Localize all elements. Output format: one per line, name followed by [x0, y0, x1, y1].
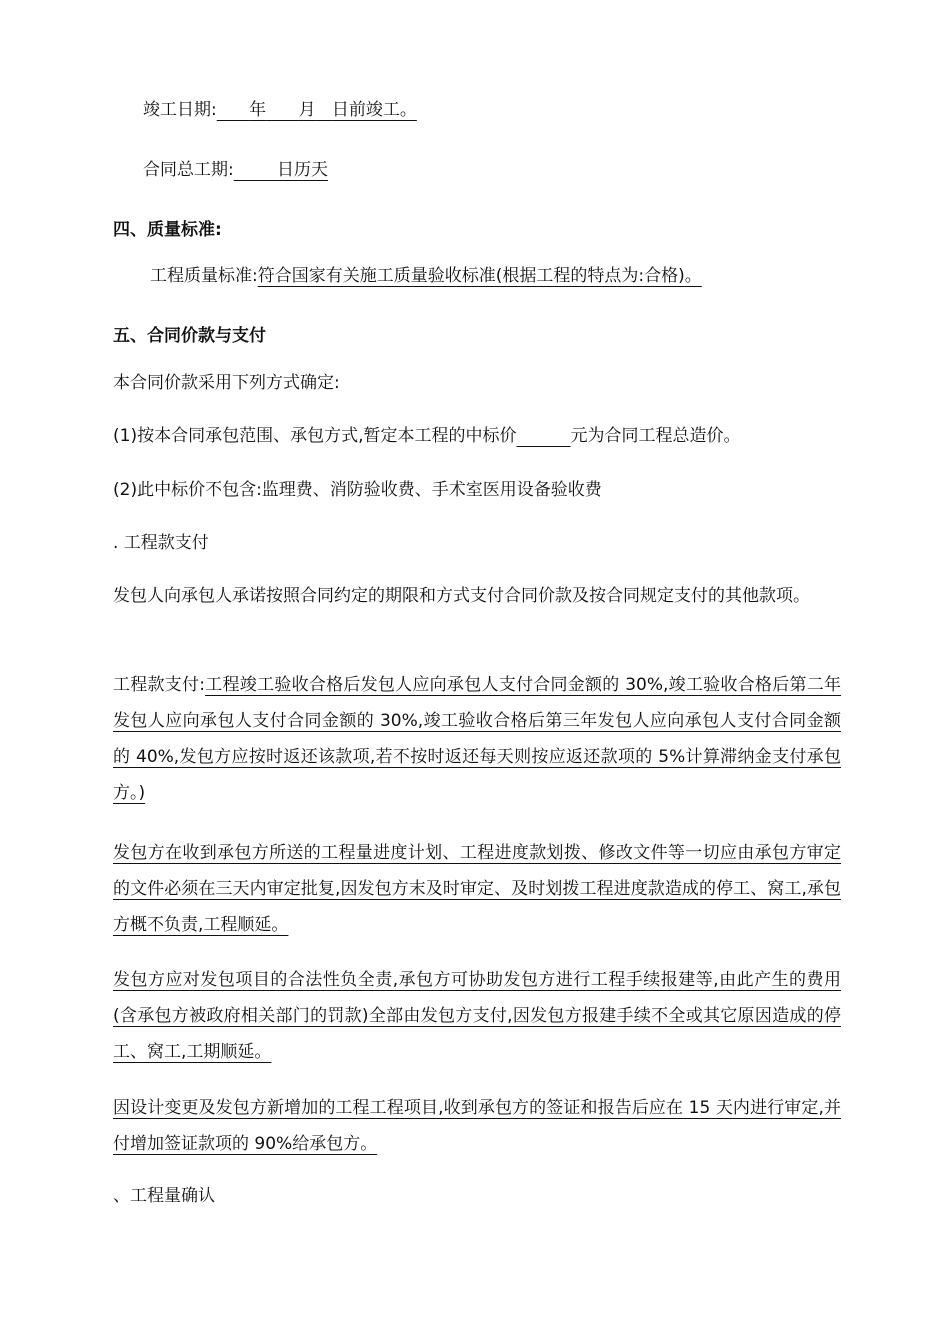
completion-date-value: 年 月 日前竣工。 — [249, 100, 417, 120]
price-item-1-suffix: 元为合同工程总造价。 — [570, 426, 741, 446]
bid-price-blank — [516, 426, 570, 446]
completion-date-line — [143, 98, 417, 122]
completion-date-label: 竣工日期: — [143, 100, 217, 120]
quality-standard-line — [150, 264, 702, 288]
quantity-heading: 、工程量确认 — [113, 1186, 215, 1206]
section-5-heading: 五、合同价款与支付 — [113, 326, 266, 346]
price-item-1 — [113, 424, 741, 448]
price-intro: 本合同价款采用下列方式确定: — [113, 373, 340, 393]
legality-clause: 发包方应对发包项目的合法性负全责,承包方可协助发包方进行工程手续报建等,由此产生的费用(含承包方被政府相关部门的罚款)全部由发包方支付,因发包方报建手续不全或其它原因造成的停工、窝工,工期顺延。 — [113, 970, 841, 1062]
payment-terms-label: 工程款支付: — [113, 675, 206, 695]
contract-duration-line — [143, 158, 328, 182]
quality-standard-value: 符合国家有关施工质量验收标准(根据工程的特点为:合格)。 — [257, 266, 702, 286]
payment-commitment: 发包人向承包人承诺按照合同约定的期限和方式支付合同价款及按合同规定支付的其他款项。 — [113, 586, 810, 606]
section-4-heading: 四、质量标准: — [113, 220, 222, 240]
review-clause: 发包方在收到承包方所送的工程量进度计划、工程进度款划拨、修改文件等一切应由承包方审定的文件必须在三天内审定批复,因发包方末及时审定、及时划拨工程进度款造成的停工、窝工,承包方概不负责,工程顺延。 — [113, 843, 841, 935]
price-item-2: (2)此中标价不包含:监理费、消防验收费、手术室医用设备验收费 — [113, 480, 602, 500]
contract-duration-value: 日历天 — [276, 160, 328, 180]
quality-standard-label: 工程质量标准: — [150, 266, 258, 286]
payment-terms — [113, 667, 841, 811]
design-change-clause: 因设计变更及发包方新增加的工程工程项目,收到承包方的签证和报告后应在 15 天内进行审定,并付增加签证款项的 90%给承包方。 — [113, 1098, 841, 1154]
price-item-1-text: (1)按本合同承包范围、承包方式,暂定本工程的中标价 — [113, 426, 517, 446]
payment-terms-text: 工程竣工验收合格后发包人应向承包人支付合同金额的 30%,竣工验收合格后第二年发包人应向承包人支付合同金额的 30%,竣工验收合格后第三年发包人应向承包人支付合同金额的 40%,发包方应按时返还该款项,若不按时返还每天则按应返还款项的 5%计算滞纳金支付承包方。) — [113, 675, 841, 803]
payment-heading: . 工程款支付 — [113, 533, 209, 553]
contract-duration-label: 合同总工期: — [143, 160, 234, 180]
